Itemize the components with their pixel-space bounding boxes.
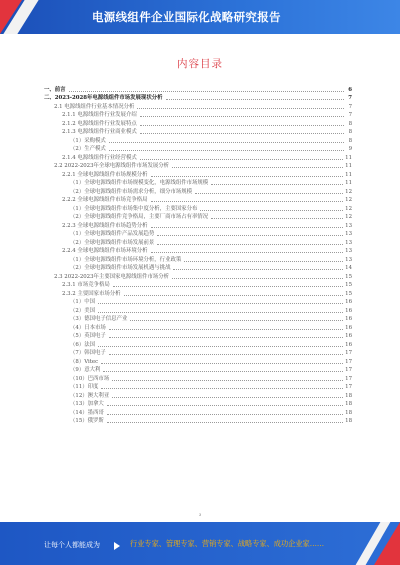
toc-entry[interactable] <box>44 323 352 332</box>
toc-entry-title: （1）采购模式 <box>70 137 106 144</box>
toc-entry-title: （1）全球电源线组件市场集中度分析，主要国家分布 <box>70 205 198 212</box>
toc-leader-dots <box>109 142 344 143</box>
toc-entry[interactable] <box>44 230 352 239</box>
toc-leader-dots <box>101 388 343 389</box>
toc-leader-dots <box>107 422 343 423</box>
arrow-right-icon <box>114 542 120 550</box>
toc-entry[interactable] <box>44 170 352 179</box>
toc-entry-page: 11 <box>345 171 352 178</box>
toc-entry-page: 17 <box>345 367 352 373</box>
toc-entry[interactable] <box>44 383 352 392</box>
toc-entry-page: 15 <box>345 290 352 297</box>
toc-entry-page: 16 <box>345 333 352 339</box>
toc-entry-page: 12 <box>345 214 352 220</box>
toc-leader-dots <box>112 380 343 381</box>
toc-entry-title: （12）澳大利亚 <box>70 392 110 399</box>
toc-entry-title: 2.3 2022-2023年主要国家电源线组件市场分析 <box>54 273 170 280</box>
toc-entry-title: 2.2 2022-2023年全球电源线组件市场发展分析 <box>54 163 170 169</box>
toc-entry[interactable] <box>44 247 352 256</box>
toc-entry-page: 16 <box>345 316 352 322</box>
toc-entry-title: 2.2.1 全球电源线组件市场规模分析 <box>62 171 148 178</box>
toc-entry[interactable] <box>44 349 352 358</box>
toc-entry-page: 17 <box>345 358 352 365</box>
toc-entry-page: 13 <box>345 248 352 254</box>
toc-leader-dots <box>109 337 343 338</box>
toc-entry-page: 18 <box>345 418 352 424</box>
toc-entry-title: （2）全球电源线组件市场发展机遇与挑战 <box>70 265 171 271</box>
footer-red-accent <box>374 522 400 565</box>
toc-entry-title: 2.2.2 全球电源线组件市场竞争格局 <box>62 197 148 203</box>
toc-entry[interactable] <box>44 255 352 264</box>
footer-lead-text: 让每个人都能成为 <box>44 541 100 549</box>
toc-leader-dots <box>157 235 343 236</box>
toc-entry[interactable] <box>44 391 352 400</box>
toc-leader-dots <box>113 286 343 287</box>
toc-leader-dots <box>109 329 343 330</box>
toc-leader-dots <box>107 405 343 406</box>
toc-entry[interactable] <box>44 281 352 290</box>
toc-entry-title: 2.1.1 电源线组件行业发展介绍 <box>62 112 137 118</box>
toc-leader-dots <box>107 414 343 415</box>
toc-entry-page: 16 <box>345 307 352 314</box>
toc-entry-page: 9 <box>348 146 352 152</box>
toc-entry-page: 11 <box>345 154 352 161</box>
toc-leader-dots <box>130 320 343 321</box>
toc-leader-dots <box>98 346 343 347</box>
toc-entry-title: （1）全球电源线组件市场规模变化，电源线组件市场规模 <box>70 180 209 186</box>
toc-entry-title: 二、2023-2028年电源线组件市场发展现状分析 <box>44 95 163 101</box>
toc-entry-title: （14）墨西哥 <box>70 409 104 416</box>
toc-leader-dots <box>109 150 344 151</box>
toc-entry-page: 13 <box>345 231 352 237</box>
toc-entry-page: 13 <box>345 239 352 246</box>
toc-entry-title: （11）印度 <box>70 384 99 390</box>
toc-entry-page: 8 <box>348 137 352 144</box>
toc-entry-title: （13）加拿大 <box>70 401 104 407</box>
toc-entry[interactable] <box>44 357 352 366</box>
toc-entry-title: （2）全球电源线组件市场发展前景 <box>70 239 155 246</box>
toc-leader-dots <box>98 312 343 313</box>
toc-entry-page: 7 <box>348 103 352 110</box>
toc-entry-page: 15 <box>345 273 352 280</box>
toc-leader-dots <box>151 227 344 228</box>
toc-entry-page: 17 <box>345 384 352 390</box>
toc-entry-page: 14 <box>345 265 352 271</box>
toc-entry-page: 7 <box>348 95 352 101</box>
toc-entry[interactable] <box>44 187 352 196</box>
toc-entry[interactable] <box>44 340 352 349</box>
report-header <box>0 0 400 34</box>
toc-entry-title: 2.3.1 市场竞争格局 <box>62 282 110 288</box>
toc-entry-title: （15）俄罗斯 <box>70 418 104 424</box>
toc-leader-dots <box>140 125 344 126</box>
toc-entry[interactable] <box>44 85 352 94</box>
toc-leader-dots <box>140 159 343 160</box>
toc-leader-dots <box>172 278 343 279</box>
toc-entry-title: 2.3.2 主要国家市场分析 <box>62 290 121 297</box>
toc-entry-title: （6）法国 <box>70 341 95 348</box>
toc-entry-title: 2.1.2 电源线组件行业发展特点 <box>62 120 137 127</box>
toc-entry-page: 18 <box>345 392 352 399</box>
toc-entry-title: （1）全球电源线组件市场环境分析，行业政策 <box>70 256 182 263</box>
toc-entry-title: （7）韩国电子 <box>70 350 106 356</box>
toc-leader-dots <box>172 167 343 168</box>
toc-leader-dots <box>69 91 344 92</box>
toc-leader-dots <box>157 244 343 245</box>
toc-entry[interactable] <box>44 238 352 247</box>
toc-leader-dots <box>109 354 343 355</box>
toc-entry-title: 一、前言 <box>44 86 66 93</box>
toc-entry[interactable] <box>44 204 352 213</box>
toc-entry-title: （2）美国 <box>70 307 95 314</box>
toc-entry-title: （1）中国 <box>70 299 95 305</box>
toc-entry[interactable] <box>44 179 352 188</box>
toc-leader-dots <box>124 295 344 296</box>
toc-entry[interactable] <box>44 400 352 409</box>
toc-entry[interactable] <box>44 264 352 273</box>
toc-leader-dots <box>151 252 344 253</box>
toc-entry-page: 13 <box>345 222 352 229</box>
toc-entry-title: 2.1 电源线组件行业基本情况分析 <box>54 103 135 110</box>
toc-entry[interactable] <box>44 306 352 315</box>
toc-leader-dots <box>184 261 343 262</box>
toc-entry[interactable] <box>44 289 352 298</box>
toc-leader-dots <box>211 184 343 185</box>
toc-entry-title: 2.2.3 全球电源线组件市场趋势分析 <box>62 222 148 229</box>
toc-entry[interactable] <box>44 119 352 128</box>
table-of-contents <box>44 85 352 425</box>
toc-entry[interactable] <box>44 332 352 341</box>
toc-entry[interactable] <box>44 221 352 230</box>
toc-leader-dots <box>140 116 344 117</box>
toc-entry-title: （4）日本市场 <box>70 324 106 331</box>
toc-entry-page: 12 <box>345 188 352 195</box>
toc-entry[interactable] <box>44 162 352 171</box>
toc-entry-page: 18 <box>345 401 352 407</box>
toc-entry[interactable] <box>44 145 352 154</box>
toc-entry-title: 2.1.4 电源线组件行业经营模式 <box>62 154 137 161</box>
toc-entry[interactable] <box>44 315 352 324</box>
toc-entry-page: 8 <box>348 120 352 127</box>
toc-entry-title: （8）Vitec <box>70 358 99 365</box>
toc-leader-dots <box>112 397 343 398</box>
toc-entry-page: 17 <box>345 375 352 382</box>
toc-entry[interactable] <box>44 374 352 383</box>
toc-entry[interactable] <box>44 111 352 120</box>
toc-entry-page: 18 <box>345 409 352 416</box>
toc-leader-dots <box>103 371 343 372</box>
toc-entry-title: （2）全球电源线组件市场需求分析，细分市场规模 <box>70 188 193 195</box>
toc-entry-page: 16 <box>345 324 352 331</box>
toc-entry-page: 7 <box>348 112 352 118</box>
toc-entry-title: （5）英国电子 <box>70 333 106 339</box>
toc-entry[interactable] <box>44 153 352 162</box>
toc-entry[interactable] <box>44 298 352 307</box>
toc-leader-dots <box>151 176 344 177</box>
toc-leader-dots <box>98 303 343 304</box>
footer-roles-text: 行业专家、管理专家、营销专家、战略专家、成功企业家…… <box>130 539 325 548</box>
toc-entry[interactable] <box>44 272 352 281</box>
toc-entry-page: 8 <box>348 129 352 135</box>
toc-entry-title: （1）全球电源线组件产品发展趋势 <box>70 231 155 237</box>
toc-entry-title: （3）德国电子信息产业 <box>70 316 128 322</box>
toc-entry[interactable] <box>44 213 352 222</box>
toc-entry-title: （2）生产模式 <box>70 146 106 152</box>
toc-entry[interactable] <box>44 196 352 205</box>
toc-entry-title: （10）巴西市场 <box>70 375 110 382</box>
toc-entry[interactable] <box>44 408 352 417</box>
report-title: 电源线组件企业国际化战略研究报告 <box>92 10 281 24</box>
toc-entry[interactable] <box>44 102 352 111</box>
toc-entry-page: 11 <box>345 163 352 169</box>
toc-entry-title: （2）全球电源线组件竞争格局，主要厂商市场占有率情况 <box>70 214 209 220</box>
toc-leader-dots <box>101 363 343 364</box>
toc-entry-page: 15 <box>345 282 352 288</box>
toc-entry[interactable] <box>44 94 352 103</box>
toc-entry-page: 12 <box>345 197 352 203</box>
toc-entry-page: 16 <box>345 299 352 305</box>
footer-banner <box>0 522 400 565</box>
toc-entry-page: 13 <box>345 256 352 263</box>
toc-leader-dots <box>137 108 344 109</box>
toc-entry[interactable] <box>44 366 352 375</box>
toc-leader-dots <box>200 210 343 211</box>
toc-entry-title: 2.2.4 全球电源线组件市场环境分析 <box>62 248 148 254</box>
toc-leader-dots <box>140 133 344 134</box>
toc-entry[interactable] <box>44 417 352 426</box>
toc-entry-page: 12 <box>345 205 352 212</box>
toc-entry-page: 11 <box>345 180 352 186</box>
toc-leader-dots <box>195 193 343 194</box>
toc-leader-dots <box>173 269 343 270</box>
toc-entry[interactable] <box>44 128 352 137</box>
toc-leader-dots <box>166 99 345 100</box>
toc-entry-title: 2.1.3 电源线组件行业商业模式 <box>62 129 137 135</box>
toc-leader-dots <box>211 218 343 219</box>
toc-heading: 内容目录 <box>177 58 223 70</box>
toc-entry-page: 16 <box>345 341 352 348</box>
toc-entry-title: （9）意大利 <box>70 367 101 373</box>
toc-entry-page: 6 <box>348 86 352 93</box>
toc-leader-dots <box>151 201 344 202</box>
toc-entry-page: 17 <box>345 350 352 356</box>
toc-entry[interactable] <box>44 136 352 145</box>
page-number: 3 <box>198 512 202 517</box>
